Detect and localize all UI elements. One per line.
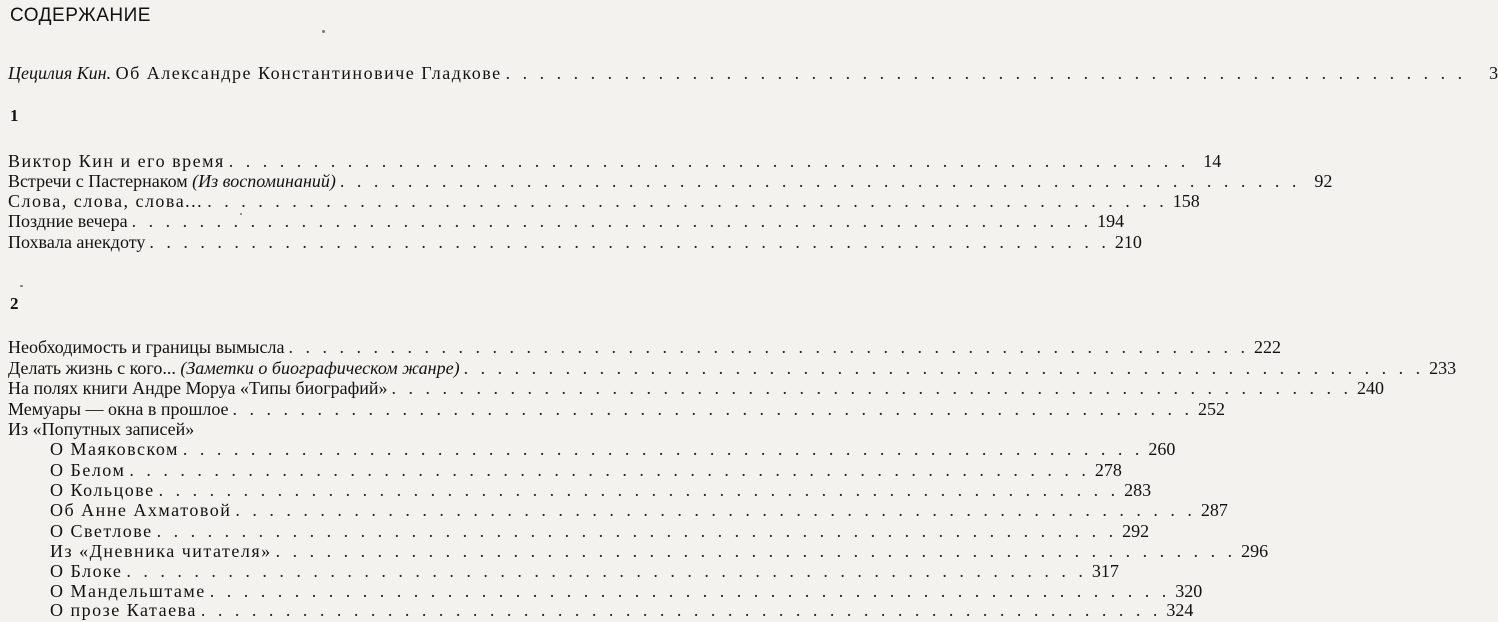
toc-entry[interactable] <box>8 231 1142 253</box>
toc-entry-title-text: Об Александре Константиновиче Гладкове <box>115 63 502 83</box>
toc-entry-page: 317 <box>1091 561 1119 581</box>
leader-dots <box>201 599 1162 621</box>
toc-entry-title <box>8 170 336 192</box>
toc-entry[interactable] <box>8 190 1200 212</box>
toc-entry-title-text: Делать жизнь с кого... <box>8 358 176 378</box>
toc-entry-page: 233 <box>1429 358 1457 378</box>
toc-subentry[interactable] <box>50 479 1152 501</box>
toc-entry[interactable] <box>8 418 686 440</box>
toc-entry-note: (Из воспоминаний) <box>192 171 336 191</box>
toc-entry-page: 320 <box>1175 581 1203 601</box>
print-speck <box>20 285 23 287</box>
toc-entry[interactable] <box>8 357 1457 379</box>
section-number: 2 <box>10 294 19 313</box>
toc-entry-title: О Блоке <box>50 561 123 581</box>
toc-entry-title: Из «Дневника читателя» <box>50 541 272 561</box>
toc-entry-page: 158 <box>1172 191 1200 211</box>
toc-entry[interactable] <box>8 170 1333 192</box>
leader-dots <box>129 459 1090 481</box>
toc-entry[interactable] <box>8 377 1385 399</box>
toc-entry-page: 292 <box>1122 521 1150 541</box>
toc-entry-title: Виктор Кин и его время <box>8 151 225 171</box>
toc-entry-title: Поздние вечера <box>8 211 128 231</box>
toc-entry-page: 296 <box>1241 541 1269 561</box>
toc-subentry[interactable] <box>50 499 1228 521</box>
leader-dots <box>157 520 1118 542</box>
toc-entry-intro[interactable] <box>8 62 1498 84</box>
leader-dots <box>276 540 1237 562</box>
toc-subentry[interactable] <box>50 599 1194 621</box>
section-number: 1 <box>10 106 19 125</box>
page-title: СОДЕРЖАНИЕ <box>10 5 151 26</box>
toc-entry-page: 210 <box>1114 232 1142 252</box>
toc-entry-page: 222 <box>1254 337 1281 357</box>
toc-entry-title: Об Анне Ахматовой <box>50 500 232 520</box>
leader-dots <box>506 62 1467 84</box>
toc-entry-page: 92 <box>1314 171 1333 191</box>
toc-entry-page: 260 <box>1148 439 1176 459</box>
leader-dots <box>233 398 1194 420</box>
toc-entry-title: На полях книги Андре Моруа «Типы биографий» <box>8 378 388 398</box>
leader-dots <box>235 499 1196 521</box>
toc-subentry[interactable] <box>50 560 1119 582</box>
toc-entry-page: 14 <box>1203 151 1222 171</box>
toc-entry-title: О Мандельштаме <box>50 581 206 601</box>
toc-entry-page: 324 <box>1166 600 1194 620</box>
toc-entry-note: (Заметки о биографическом жанре) <box>180 358 460 378</box>
leader-dots <box>289 336 1250 358</box>
leader-dots <box>464 357 1425 379</box>
toc-entry-title: Слова, слова, слова... <box>8 191 204 211</box>
toc-entry-title: О Кольцове <box>50 480 155 500</box>
toc-entry-page: 194 <box>1097 211 1125 231</box>
toc-subentry[interactable] <box>50 438 1176 460</box>
toc-entry[interactable] <box>8 210 1125 232</box>
toc-entry-page: 240 <box>1357 378 1385 398</box>
toc-entry-title: Похвала анекдоту <box>8 232 146 252</box>
print-speck <box>322 30 325 33</box>
toc-subentry[interactable] <box>50 459 1122 481</box>
toc-entry[interactable] <box>8 398 1226 420</box>
toc-subentry[interactable] <box>50 540 1269 562</box>
leader-dots <box>149 231 1110 253</box>
leader-dots <box>392 377 1353 399</box>
toc-entry-page: 252 <box>1198 399 1226 419</box>
leader-dots <box>126 560 1087 582</box>
toc-entry-title: Необходимость и границы вымысла <box>8 337 285 357</box>
leader-dots <box>340 170 1301 192</box>
toc-entry-page: 283 <box>1124 480 1152 500</box>
leader-dots <box>159 479 1120 501</box>
toc-subentry[interactable] <box>50 520 1150 542</box>
toc-entry-title: О Маяковском <box>50 439 179 459</box>
toc-entry-page: 278 <box>1094 460 1122 480</box>
toc-entry-title <box>8 357 460 379</box>
toc-entry-page: 287 <box>1200 500 1228 520</box>
toc-entry-title: О прозе Катаева <box>50 600 197 620</box>
toc-entry-title <box>8 62 502 84</box>
toc-entry[interactable] <box>8 150 1222 172</box>
toc-entry[interactable] <box>8 336 1281 358</box>
toc-entry-title: О Белом <box>50 460 126 480</box>
leader-dots <box>229 150 1190 172</box>
leader-dots <box>132 210 1093 232</box>
toc-entry-title: Из «Попутных записей» <box>8 419 195 439</box>
leader-dots <box>183 438 1144 460</box>
toc-entry-title: Мемуары — окна в прошлое <box>8 399 229 419</box>
toc-entry-author: Цецилия Кин. <box>8 63 112 83</box>
print-speck <box>240 213 242 215</box>
toc-entry-page: 3 <box>1489 63 1498 83</box>
toc-entry-title-text: Встречи с Пастернаком <box>8 171 188 191</box>
leader-dots <box>207 190 1168 212</box>
toc-entry-title: О Светлове <box>50 521 153 541</box>
